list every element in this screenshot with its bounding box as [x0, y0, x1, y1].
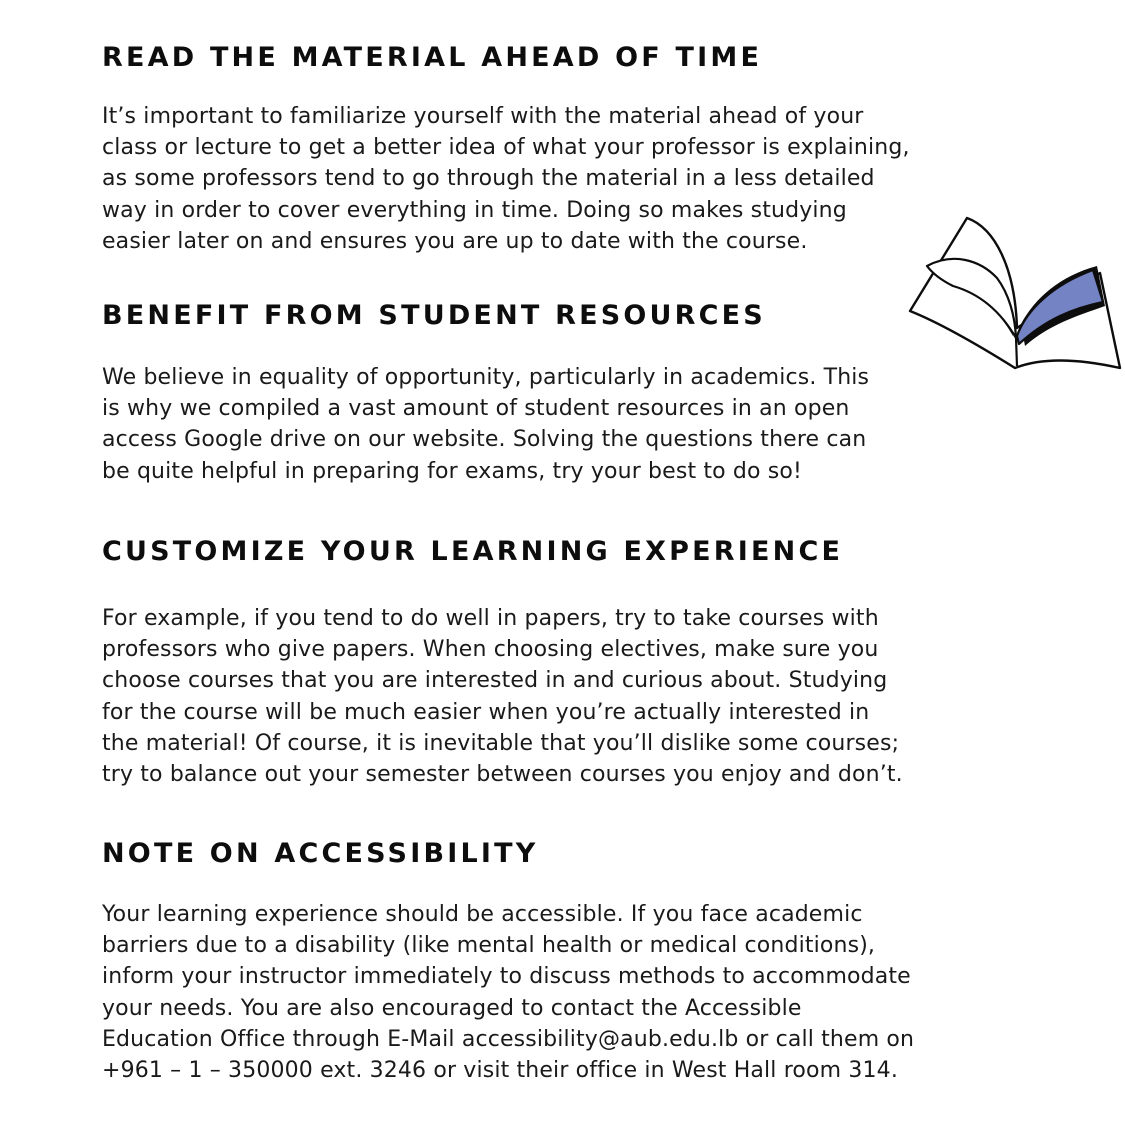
body-line: for the course will be much easier when you’re actually interested in — [102, 699, 870, 725]
body-line: class or lecture to get a better idea of what your professor is explaining, — [102, 135, 910, 161]
body-line: We believe in equality of opportunity, particularly in academics. This — [102, 365, 870, 390]
body-line: try to balance out your semester between courses you enjoy and don’t. — [102, 762, 903, 788]
body-line: choose courses that you are interested in and curious about. Studying — [102, 668, 888, 694]
body-line: Education Office through E-Mail accessibility@aub.edu.lb or call them on — [102, 1026, 915, 1052]
body-line: For example, if you tend to do well in papers, try to take courses with — [102, 606, 879, 631]
open-book-icon — [905, 208, 1125, 388]
body-line: easier later on and ensures you are up to date with the course. — [102, 228, 808, 254]
body-line: Your learning experience should be accessible. If you face academic — [102, 902, 863, 927]
body-line: barriers due to a disability (like mental health or medical conditions), — [102, 933, 876, 959]
body-line: professors who give papers. When choosing electives, make sure you — [102, 637, 879, 663]
section-body-student-resources — [102, 362, 1062, 487]
body-line: as some professors tend to go through the material in a less detailed — [102, 166, 875, 192]
section-heading-customize-learning: CUSTOMIZE YOUR LEARNING EXPERIENCE — [102, 536, 844, 567]
body-line: the material! Of course, it is inevitable that you’ll dislike some courses; — [102, 730, 900, 756]
body-line: inform your instructor immediately to discuss methods to accommodate — [102, 964, 911, 990]
section-heading-student-resources: BENEFIT FROM STUDENT RESOURCES — [102, 300, 766, 331]
body-line: +961 – 1 – 350000 ext. 3246 or visit their office in West Hall room 314. — [102, 1058, 898, 1084]
body-line: be quite helpful in preparing for exams, try your best to do so! — [102, 458, 802, 484]
body-line: access Google drive on our website. Solving the questions there can — [102, 427, 867, 453]
body-line: way in order to cover everything in time. Doing so makes studying — [102, 197, 847, 223]
section-heading-accessibility: NOTE ON ACCESSIBILITY — [102, 838, 539, 869]
body-line: is why we compiled a vast amount of student resources in an open — [102, 396, 850, 422]
body-line: your needs. You are also encouraged to contact the Accessible — [102, 995, 802, 1021]
section-body-customize-learning — [102, 603, 1062, 790]
section-heading-read-material: READ THE MATERIAL AHEAD OF TIME — [102, 42, 763, 73]
body-line: It’s important to familiarize yourself with the material ahead of your — [102, 104, 864, 129]
section-body-accessibility — [102, 899, 1062, 1086]
